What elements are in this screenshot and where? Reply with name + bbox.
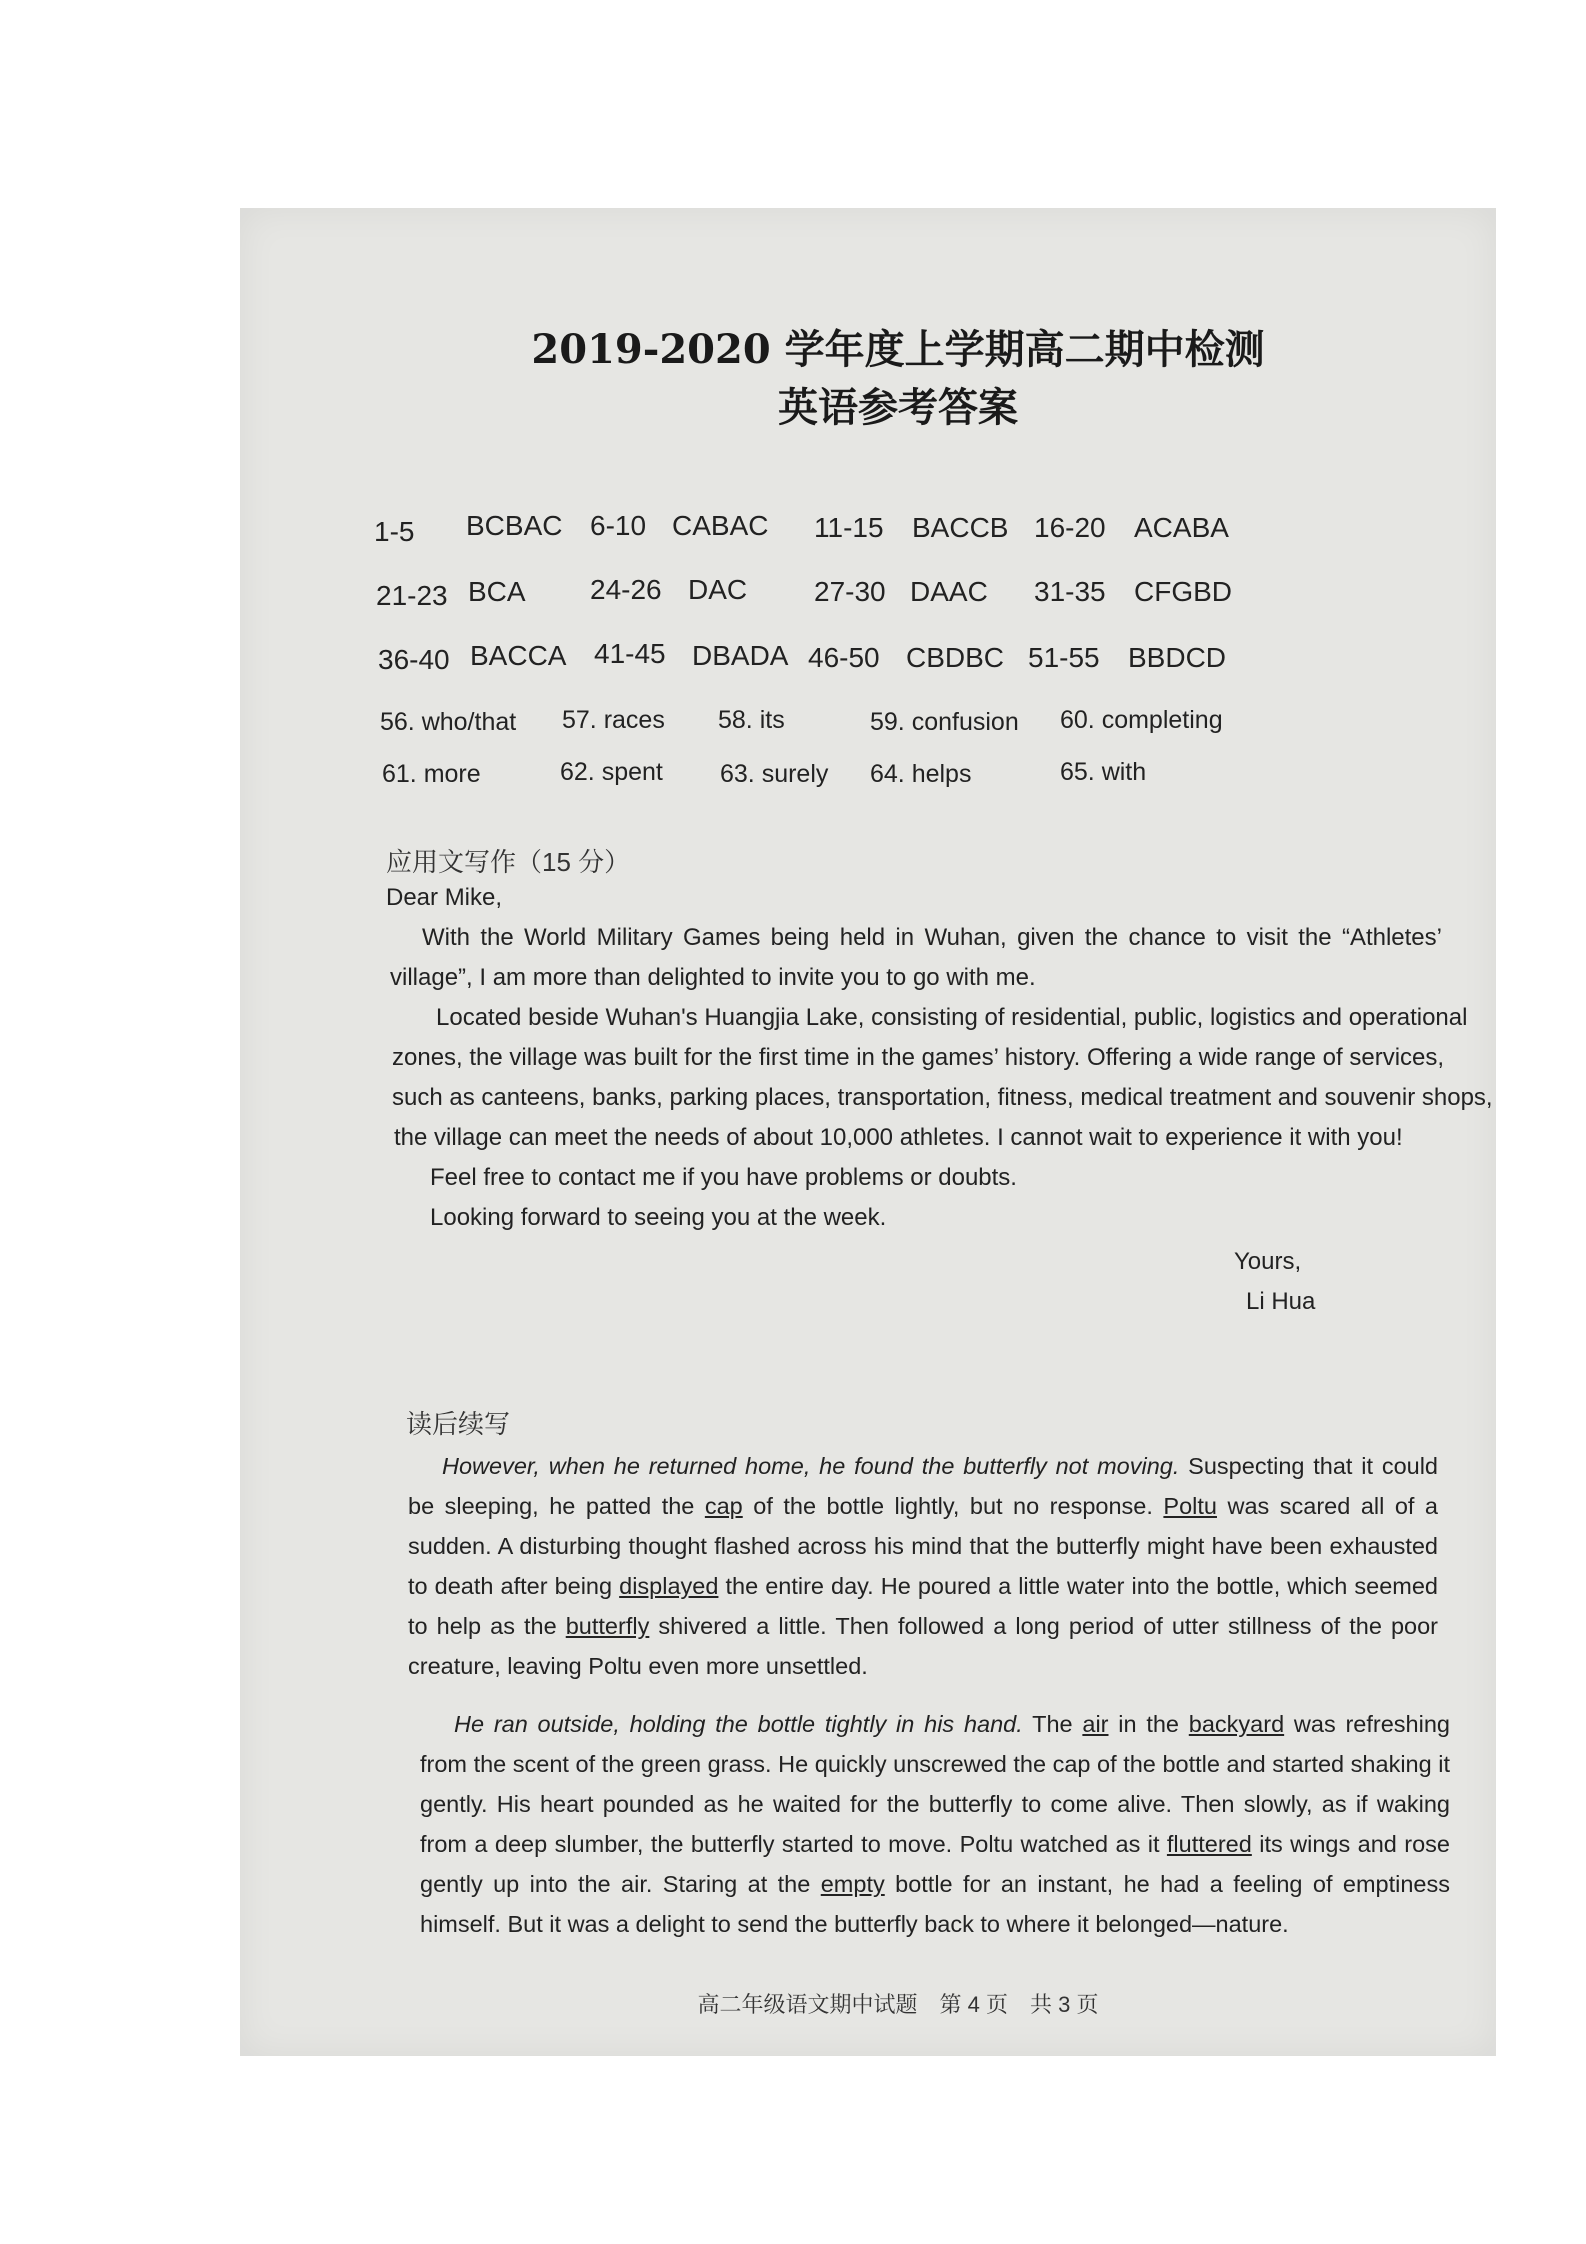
page-subtitle: 英语参考答案 [778,384,1018,431]
letter-line: Located beside Wuhan's Huangjia Lake, consisting of residential, public, logistics and operational [436,1004,1468,1031]
letter-signature: Li Hua [1246,1288,1316,1315]
answer-item: 60. completing [1060,706,1223,734]
answer-item: 65. with [1060,758,1147,786]
answer-range: 1-5 [374,516,415,547]
letter-line: With the World Military Games being held in Wuhan, given the chance to visit the “Athletes’ [422,924,1442,951]
paragraph-text: bottle for an instant, he had a feeling of emptiness himself. But it was a delight to send the butterfly back to where it belonged—nature. [420,1871,1450,1937]
letter-line: such as canteens, banks, parking places, transportation, fitness, medical treatment and souvenir shops, [392,1084,1493,1111]
paragraph-lead: He ran outside, holding the bottle tightly in his hand. [454,1711,1023,1737]
answer-range: 27-30 [814,576,886,607]
paragraph-text: was scared all of a sudden. A disturbing thought flashed across his mind that the butterfly might have been exhausted to death after being [408,1493,1438,1599]
underlined-word: empty [820,1871,885,1897]
answer-range: 24-26 [590,574,662,605]
paragraph-text: the entire day. He poured a little water into the bottle, which seemed to help as the [408,1573,1439,1639]
answer-keys: CBDBC [906,642,1005,673]
underlined-word: displayed [619,1573,719,1599]
answer-range: 46-50 [808,642,880,673]
answer-keys: BCA [468,576,526,607]
answer-keys: ACABA [1134,512,1229,543]
letter-closing: Yours, [1234,1248,1302,1275]
paragraph-text: of the bottle lightly, but no response. [742,1493,1164,1519]
continuation-paragraph-1 [408,1446,1438,1686]
scanned-page [240,208,1496,2056]
answer-range: 51-55 [1028,642,1100,673]
answer-item: 63. surely [720,760,829,788]
underlined-word: fluttered [1166,1831,1252,1857]
paragraph-text: shivered a little. Then followed a long period of utter stillness of the poor creature, leaving Poltu even more unsettled. [408,1613,1438,1679]
paragraph-text: its wings and rose gently up into the air. Staring at the [420,1831,1450,1897]
paragraph-text: in the [1108,1711,1189,1737]
answer-range: 21-23 [376,580,448,611]
page-title: 2019-2020 学年度上学期高二期中检测 [531,326,1265,373]
answer-range: 41-45 [594,638,666,669]
answer-item: 61. more [382,760,481,788]
letter-line: Looking forward to seeing you at the week. [430,1204,887,1231]
underlined-word: air [1082,1711,1109,1737]
answer-item: 59. confusion [870,708,1019,736]
answer-range: 6-10 [590,510,647,541]
letter-line: zones, the village was built for the first time in the games’ history. Offering a wide range of services, [392,1044,1445,1071]
answer-range: 11-15 [814,512,884,543]
answer-keys: BBDCD [1128,642,1227,673]
underlined-word: backyard [1188,1711,1285,1737]
paragraph-text: was refreshing from the scent of the green grass. He quickly unscrewed the cap of the bottle and started shaking it gently. His heart pounded as he waited for the butterfly to come alive. Then slowly, as if waking from a deep slumber, the butterfly started to move. Poltu watched as it [420,1711,1450,1857]
paragraph-text: Suspecting that it could be sleeping, he patted the [408,1453,1439,1519]
letter-line: the village can meet the needs of about 10,000 athletes. I cannot wait to experience it with you! [394,1124,1403,1151]
answer-item: 58. its [718,706,785,734]
answer-item: 62. spent [560,758,663,786]
page-footer: 高二年级语文期中试题 第 4 页 共 3 页 [697,1992,1099,2017]
answer-item: 64. helps [870,760,972,788]
answer-range: 16-20 [1034,512,1106,543]
continuation-paragraph-2 [420,1704,1450,1944]
answer-keys: BACCA [470,640,567,671]
answer-range: 36-40 [378,644,450,675]
letter-line: Feel free to contact me if you have problems or doubts. [430,1164,1017,1191]
writing-heading: 应用文写作（15 分） [386,847,631,877]
answer-range: 31-35 [1034,576,1106,607]
paragraph-lead: However, when he returned home, he found the butterfly not moving. [442,1453,1180,1479]
answer-keys: DAAC [910,576,988,607]
answer-item: 56. who/that [380,708,517,736]
answer-keys: BCBAC [466,510,563,541]
underlined-word: Poltu [1163,1493,1217,1519]
underlined-word: cap [704,1493,743,1519]
answer-keys: CFGBD [1134,576,1232,607]
letter-salutation: Dear Mike, [386,884,503,911]
answer-keys: DAC [688,574,748,605]
answer-keys: CABAC [672,510,769,541]
answer-keys: BACCB [912,512,1009,543]
answer-item: 57. races [562,706,665,734]
answer-keys: DBADA [692,640,789,671]
underlined-word: butterfly [565,1613,650,1639]
paragraph-text: The [1022,1711,1083,1737]
continuation-heading: 读后续写 [406,1409,511,1439]
letter-line: village”, I am more than delighted to invite you to go with me. [390,964,1036,991]
